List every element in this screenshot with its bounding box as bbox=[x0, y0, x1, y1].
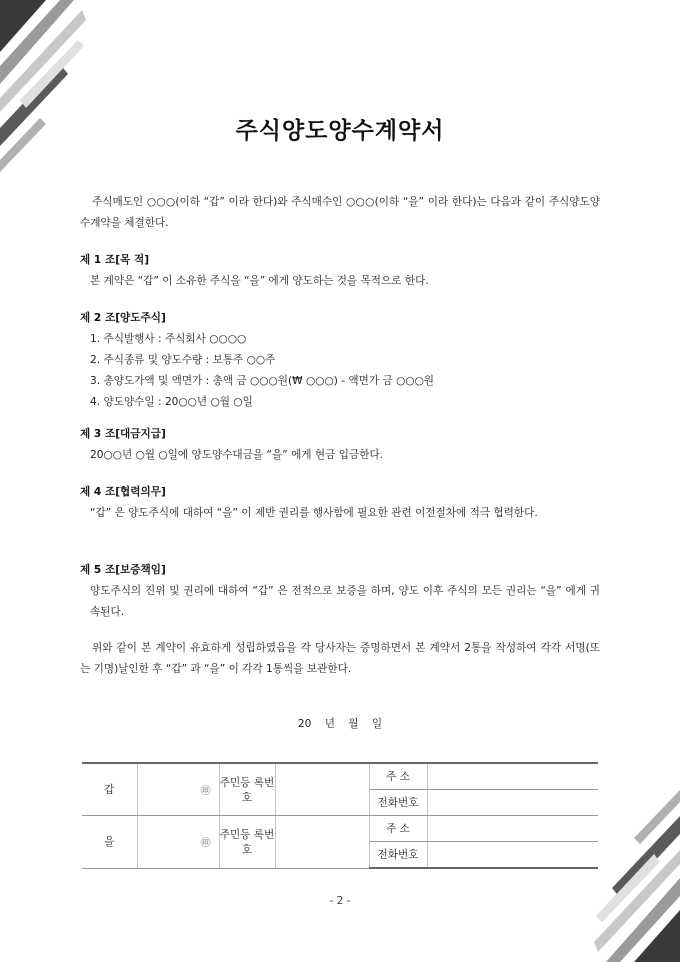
phone-label: 전화번호 bbox=[369, 790, 427, 816]
address-label: 주 소 bbox=[369, 816, 427, 842]
id-number-field[interactable] bbox=[275, 763, 369, 816]
seal-mark: ㊞ bbox=[137, 763, 219, 816]
address-field[interactable] bbox=[427, 763, 598, 790]
intro-paragraph: 주식매도인 ○○○(이하 “갑” 이라 한다)와 주식매수인 ○○○(이하 “을” 이라 한다)는 다음과 같이 주식양도양수계약을 체결한다. bbox=[80, 196, 600, 229]
signature-table bbox=[82, 762, 598, 869]
article-heading: 제 4 조[협력의무] bbox=[80, 486, 166, 498]
article-body: 20○○년 ○월 ○일에 양도양수대금을 “을” 에게 현금 입금한다. bbox=[90, 449, 384, 461]
signature-row-gap bbox=[82, 763, 598, 790]
article-4 bbox=[80, 482, 600, 524]
article-body: “갑” 은 양도주식에 대하여 “을” 이 제반 권리를 행사함에 필요한 관련 이전절차에 적극 협력한다. bbox=[90, 507, 538, 519]
article-2 bbox=[80, 308, 600, 413]
page-number: - 2 - bbox=[329, 895, 351, 907]
address-field[interactable] bbox=[427, 816, 598, 842]
phone-field[interactable] bbox=[427, 842, 598, 869]
list-item: 3. 총양도가액 및 액면가 : 총액 금 ○○○원(₩ ○○○) - 액면가 금 ○○○원 bbox=[90, 375, 435, 387]
id-number-label: 주민등 록번호 bbox=[219, 816, 275, 869]
list-item: 2. 주식종류 및 양도수량 : 보통주 ○○주 bbox=[90, 354, 276, 366]
document-title: 주식양도양수계약서 bbox=[235, 118, 445, 144]
party-name: 을 bbox=[82, 816, 137, 869]
closing-paragraph: 위와 같이 본 계약이 유효하게 성립하였음을 각 당사자는 증명하면서 본 계약서 2통을 작성하여 각각 서명(또는 기명)날인한 후 “갑” 과 “을” 이 각각 1통씩을 보관한다. bbox=[80, 642, 600, 675]
id-number-label: 주민등 록번호 bbox=[219, 763, 275, 816]
address-label: 주 소 bbox=[369, 763, 427, 790]
phone-field[interactable] bbox=[427, 790, 598, 816]
article-items bbox=[80, 329, 600, 413]
id-number-field[interactable] bbox=[275, 816, 369, 869]
article-heading: 제 1 조[목 적] bbox=[80, 254, 150, 266]
phone-label: 전화번호 bbox=[369, 842, 427, 869]
article-heading: 제 3 조[대금지급] bbox=[80, 428, 166, 440]
article-5 bbox=[80, 560, 600, 623]
article-body: 본 계약은 “갑” 이 소유한 주식을 “을” 에게 양도하는 것을 목적으로 한다. bbox=[90, 275, 429, 287]
article-body: 양도주식의 진위 및 권리에 대하여 “갑” 은 전적으로 보증을 하며, 양도 이후 주식의 모든 권리는 “을” 에게 귀속된다. bbox=[90, 585, 600, 618]
seal-mark: ㊞ bbox=[137, 816, 219, 869]
signature-row-eul bbox=[82, 816, 598, 842]
corner-decoration-bottom-right bbox=[590, 782, 680, 962]
article-heading: 제 2 조[양도주식] bbox=[80, 312, 166, 324]
contract-date-line: 20 년 월 일 bbox=[297, 718, 383, 730]
list-item: 4. 양도양수일 : 20○○년 ○월 ○일 bbox=[90, 396, 253, 408]
corner-decoration-top-left bbox=[0, 0, 90, 180]
list-item: 1. 주식발행사 : 주식회사 ○○○○ bbox=[90, 333, 247, 345]
article-heading: 제 5 조[보증책임] bbox=[80, 564, 166, 576]
article-1 bbox=[80, 250, 600, 292]
article-3 bbox=[80, 424, 600, 466]
party-name: 갑 bbox=[82, 763, 137, 816]
